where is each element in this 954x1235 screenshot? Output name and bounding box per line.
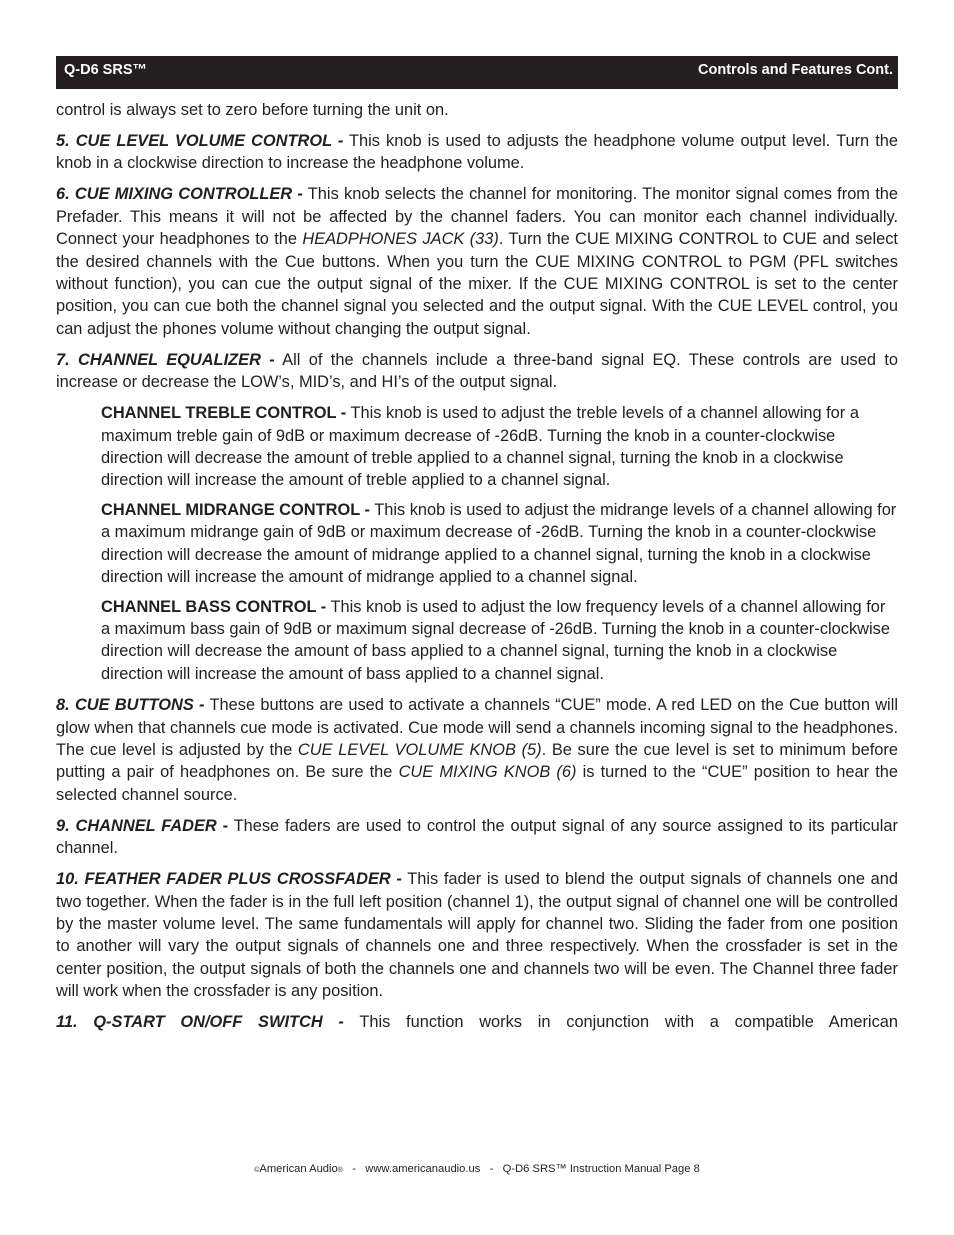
section-heading: 8. CUE BUTTONS -	[56, 696, 205, 715]
paragraph-text: This fader is used to blend the output signals of channels one and two together. When the fader is in the full left position (channel 1), the output signal of channel one will be controlled by the master volume level. The same fundamentals will apply for channel two. Sliding the fader from one position to another will vary the output signals of channels one and three respectively. When the crossfader is set in the center position, the output signals of both the channels one and channels two will be even. The Channel three fader will work when the crossfader is any position.	[56, 870, 898, 1001]
page-footer	[0, 1163, 954, 1175]
header-section-title: Controls and Features Cont.	[698, 62, 893, 78]
paragraph-bass	[101, 596, 898, 686]
paragraph-text: This knob is used to adjust the treble levels of a channel allowing for a maximum treble gain of 9dB or maximum decrease of -26dB. Turning the knob in a counter-clockwise direction will decrease the amount of treble applied to a channel signal, turning the knob in a clockwise direction will increase the amount of treble applied to a channel signal.	[101, 404, 859, 490]
paragraph-crossfader	[56, 868, 898, 1002]
subsection-heading: CHANNEL BASS CONTROL -	[101, 597, 327, 616]
paragraph-text: This knob is used to adjusts the headphone volume output level. Turn the knob in a clockwise direction to increase the headphone volume.	[56, 132, 898, 173]
paragraph-cue-mixing	[56, 183, 898, 340]
subsection-heading: CHANNEL MIDRANGE CONTROL -	[101, 500, 370, 519]
paragraph-text: All of the channels include a three-band signal EQ. These controls are used to increase or decrease the LOW’s, MID’s, and HI’s of the output signal.	[56, 350, 898, 392]
paragraph-continued	[56, 99, 898, 121]
paragraph-text: This knob selects the channel for monitoring. The monitor signal comes from the Prefader. This means it will not be affected by the channel faders. You can monitor each channel individually. Connect your headphones to the	[56, 185, 899, 249]
paragraph-channel-fader	[56, 815, 898, 860]
manual-page	[56, 56, 898, 1042]
section-heading: 9. CHANNEL FADER -	[56, 816, 229, 835]
paragraph-channel-eq	[56, 349, 898, 394]
italic-reference: CUE LEVEL VOLUME KNOB (5)	[297, 740, 542, 759]
paragraph-text: These buttons are used to activate a channels “CUE” mode. A red LED on the Cue button will glow when that channels cue mode is activated. Cue mode will send a channels incoming signal to the headphones. The cue level is adjusted by the	[56, 696, 898, 759]
registered-symbol: ®	[337, 1167, 343, 1174]
paragraph-cue-level	[56, 130, 898, 175]
paragraph-cue-buttons	[56, 694, 898, 806]
paragraph-midrange	[101, 499, 898, 589]
paragraph-text: control is always set to zero before turning the unit on.	[56, 101, 449, 119]
footer-company: American Audio	[259, 1163, 338, 1175]
italic-reference: CUE MIXING KNOB (6)	[398, 763, 577, 782]
footer-text: - www.americanaudio.us - Q-D6 SRS™ Instruction Manual Page 8	[342, 1163, 700, 1175]
paragraph-text: This function works in conjunction with a compatible American	[343, 1013, 898, 1032]
page-header-bar	[56, 56, 898, 89]
section-heading: 5. CUE LEVEL VOLUME CONTROL -	[56, 132, 344, 150]
section-heading: 10. FEATHER FADER PLUS CROSSFADER -	[56, 870, 402, 889]
paragraph-text: This knob is used to adjust the midrange levels of a channel allowing for a maximum midrange gain of 9dB or maximum decrease of -26dB. Turning the knob in a counter-clockwise direction will decrease the amount of midrange applied to a channel signal, turning the knob in a clockwise direction will increase the amount of midrange applied to a channel signal.	[101, 500, 897, 587]
italic-reference: HEADPHONES JACK (33)	[302, 230, 499, 249]
paragraph-treble	[101, 402, 898, 492]
copyright-symbol: ©	[254, 1167, 260, 1174]
header-product-name: Q-D6 SRS™	[64, 62, 147, 78]
paragraph-text: is turned to the “CUE” position to hear the selected channel source.	[56, 763, 898, 804]
paragraph-text: . Be sure the cue level is set to minimum before putting a pair of headphones on. Be sure the	[56, 740, 898, 782]
subsection-heading: CHANNEL TREBLE CONTROL -	[101, 404, 347, 423]
paragraph-text: These faders are used to control the output signal of any source assigned to its particular channel.	[56, 816, 899, 858]
paragraph-text: . Turn the CUE MIXING CONTROL to CUE and select the desired channels with the Cue buttons. When you turn the CUE MIXING CONTROL to PGM (PFL switches without function), you can cue the output signal of the mixer. If the CUE MIXING CONTROL is set to the center position, you can cue both the channel signal you selected and the output signal. With the CUE LEVEL control, you can adjust the phones volume without changing the output signal.	[56, 230, 898, 338]
section-heading: 11. Q-START ON/OFF SWITCH -	[56, 1013, 344, 1032]
section-heading: 7. CHANNEL EQUALIZER -	[56, 350, 275, 369]
section-heading: 6. CUE MIXING CONTROLLER -	[56, 185, 303, 204]
paragraph-q-start	[56, 1011, 898, 1033]
paragraph-text: This knob is used to adjust the low frequency levels of a channel allowing for a maximum bass gain of 9dB or maximum signal decrease of -26dB. Turning the knob in a counter-clockwise direction will decrease the amount of bass applied to a channel signal, turning the knob in a clockwise direction will increase the amount of bass applied to a channel signal.	[101, 597, 890, 683]
